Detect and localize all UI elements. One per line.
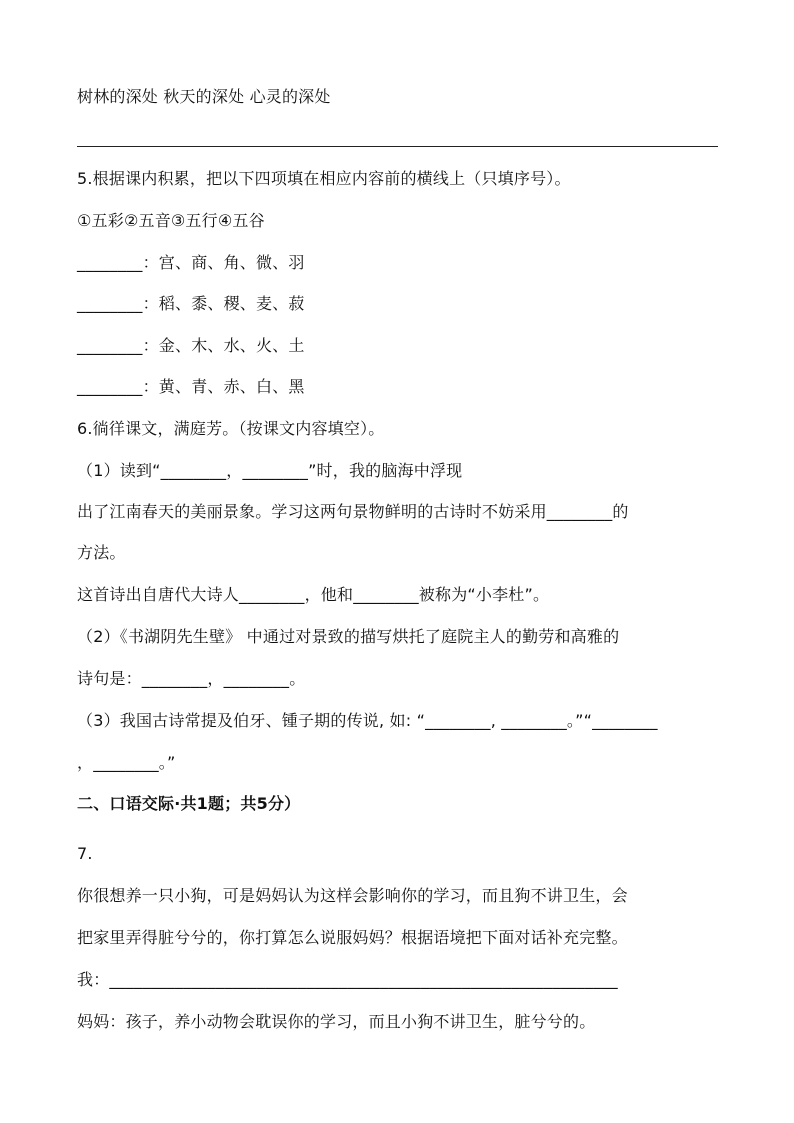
- question-5-options: ①五彩②五音③五行④五谷: [77, 211, 265, 230]
- question-5-prompt: 5.根据课内积累，把以下四项填在相应内容前的横线上（只填序号）。: [77, 169, 571, 188]
- question-6-part-2-line-1: （2）《书湖阴先生壁》 中通过对景致的描写烘托了庭院主人的勤劳和高雅的: [77, 627, 620, 646]
- dialogue-mom-line: 妈妈：孩子，养小动物会耽误你的学习，而且小狗不讲卫生，脏兮兮的。: [77, 1012, 596, 1031]
- dialogue-me-line: 我：______________________________________________________________: [77, 970, 618, 989]
- divider-rule: [77, 146, 718, 147]
- question-6-prompt: 6.徜徉课文，满庭芳。（按课文内容填空）。: [77, 419, 385, 438]
- question-6-part-2-line-2: 诗句是：________，________。: [77, 669, 306, 688]
- question-6-part-1-line-4: 这首诗出自唐代大诗人________，他和________被称为“小李杜”。: [77, 585, 550, 604]
- question-5-blank-1: ________：宫、商、角、微、羽: [77, 253, 305, 272]
- question-7-number: 7.: [77, 844, 93, 863]
- question-6-part-1-line-2: 出了江南春天的美丽景象。学习这两句景物鲜明的古诗时不妨采用________的: [77, 502, 629, 521]
- question-5-blank-2: ________：稻、黍、稷、麦、菽: [77, 294, 305, 313]
- question-7-prompt-line-2: 把家里弄得脏兮兮的，你打算怎么说服妈妈？根据语境把下面对话补充完整。: [77, 928, 628, 947]
- question-6-part-3-line-1: （3）我国古诗常提及伯牙、锺子期的传说, 如: “________, ________。”“________: [77, 711, 658, 730]
- question-6-part-3-line-2: ，________。”: [77, 753, 176, 772]
- section-2-heading: 二、口语交际·共1题；共5分）: [77, 794, 301, 813]
- question-5-blank-4: ________：黄、青、赤、白、黑: [77, 377, 305, 396]
- question-6-part-1-line-1: （1）读到“________，________”时，我的脑海中浮现: [77, 461, 463, 480]
- question-7-prompt-line-1: 你很想养一只小狗，可是妈妈认为这样会影响你的学习，而且狗不讲卫生，会: [77, 886, 628, 905]
- answer-line-depths: 树林的深处 秋天的深处 心灵的深处: [77, 87, 331, 106]
- question-5-blank-3: ________：金、木、水、火、土: [77, 336, 305, 355]
- question-6-part-1-line-3: 方法。: [77, 543, 126, 562]
